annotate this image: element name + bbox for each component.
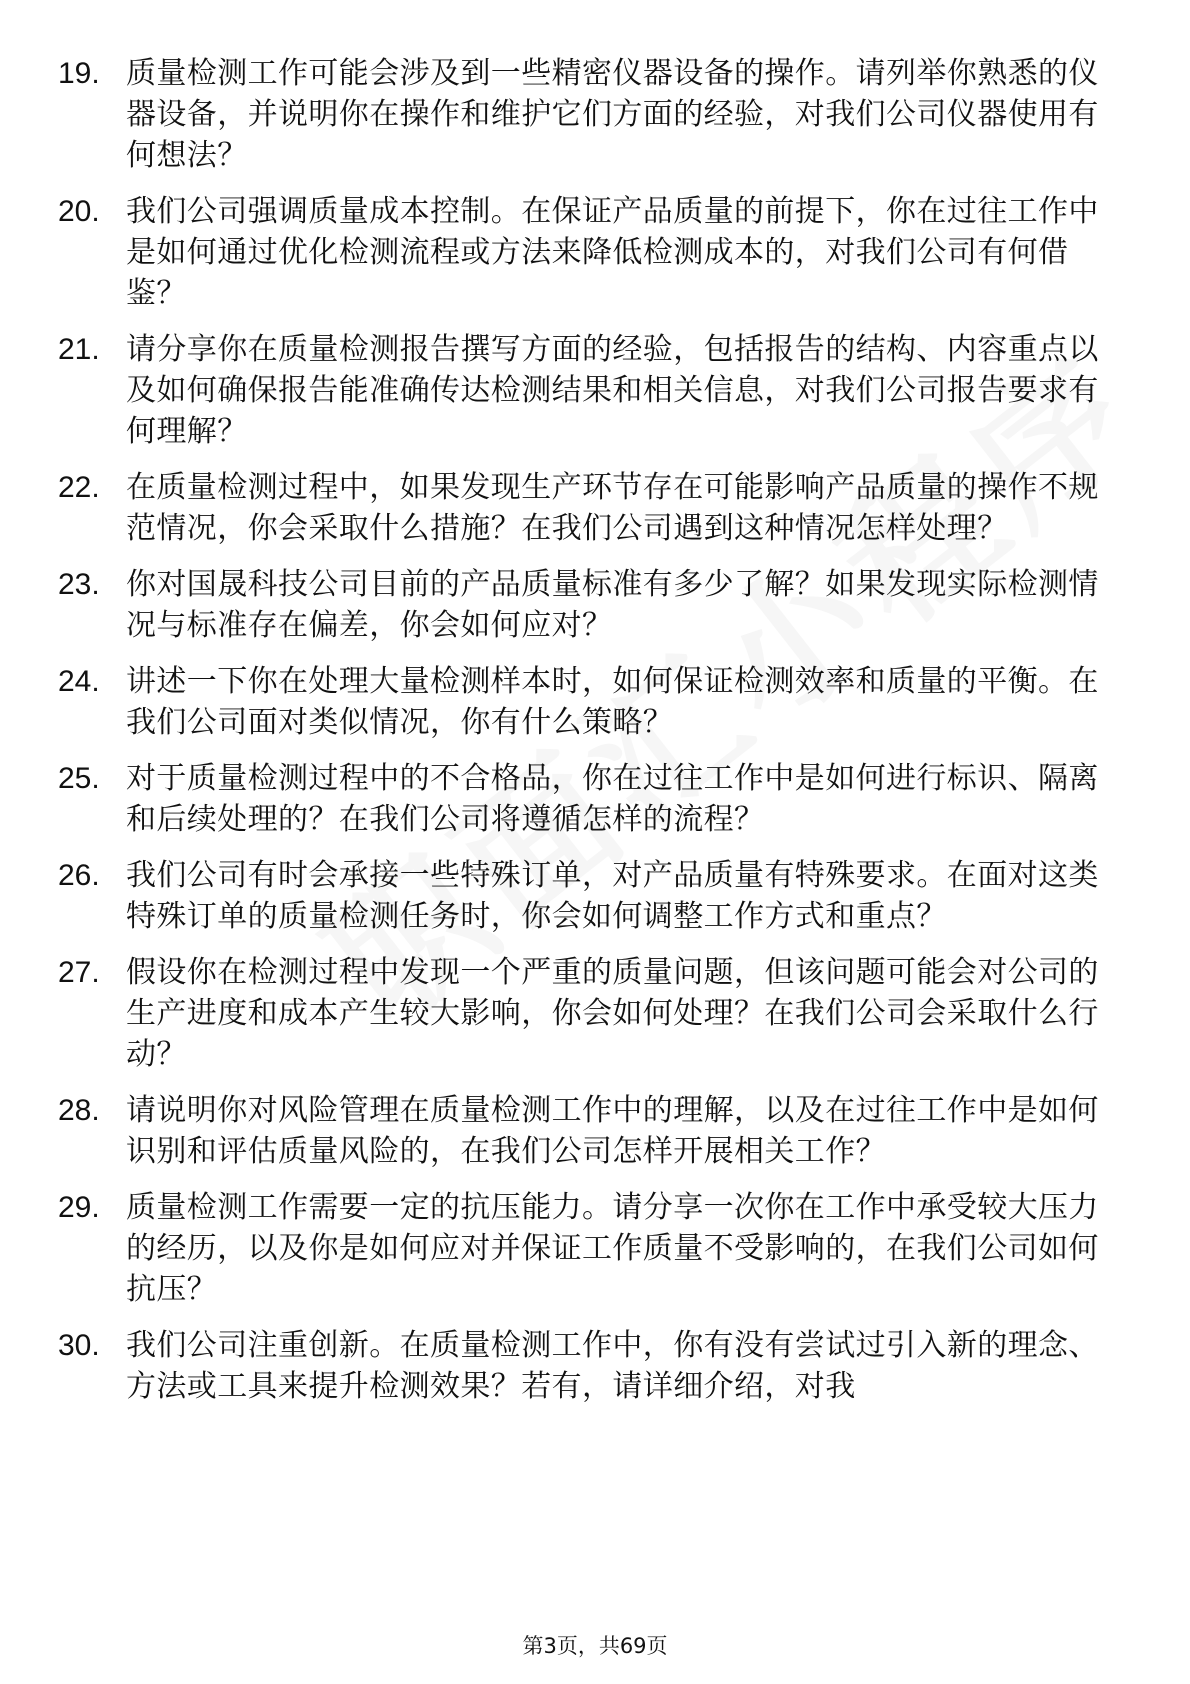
question-list [58, 53, 1108, 1422]
question-text: 我们公司强调质量成本控制。在保证产品质量的前提下，你在过往工作中是如何通过优化检测流程或方法来降低检测成本的，对我们公司有何借鉴？ [126, 194, 1099, 311]
question-number: 30. [58, 1329, 100, 1362]
question-text: 请分享你在质量检测报告撰写方面的经验，包括报告的结构、内容重点以及如何确保报告能准确传达检测结果和相关信息，对我们公司报告要求有何理解？ [126, 332, 1099, 449]
question-item [58, 564, 1108, 646]
question-number: 23. [58, 568, 100, 601]
question-text: 对于质量检测过程中的不合格品，你在过往工作中是如何进行标识、隔离和后续处理的？在我们公司将遵循怎样的流程？ [126, 761, 1099, 837]
question-item [58, 1187, 1108, 1310]
question-number: 20. [58, 195, 100, 228]
question-number: 22. [58, 471, 100, 504]
question-text: 请说明你对风险管理在质量检测工作中的理解，以及在过往工作中是如何识别和评估质量风险的，在我们公司怎样开展相关工作？ [126, 1093, 1099, 1169]
question-text: 质量检测工作可能会涉及到一些精密仪器设备的操作。请列举你熟悉的仪器设备，并说明你在操作和维护它们方面的经验，对我们公司仪器使用有何想法？ [126, 56, 1099, 173]
question-number: 28. [58, 1094, 100, 1127]
question-number: 29. [58, 1191, 100, 1224]
page-number-footer: 第3页，共69页 [522, 1634, 668, 1658]
question-item [58, 329, 1108, 452]
question-item [58, 467, 1108, 549]
question-number: 26. [58, 859, 100, 892]
question-number: 24. [58, 665, 100, 698]
question-number: 21. [58, 333, 100, 366]
question-item [58, 53, 1108, 176]
question-item [58, 758, 1108, 840]
question-text: 我们公司有时会承接一些特殊订单，对产品质量有特殊要求。在面对这类特殊订单的质量检测任务时，你会如何调整工作方式和重点？ [126, 858, 1099, 934]
question-item [58, 191, 1108, 314]
question-text: 在质量检测过程中，如果发现生产环节存在可能影响产品质量的操作不规范情况，你会采取什么措施？在我们公司遇到这种情况怎样处理？ [126, 470, 1099, 546]
question-number: 25. [58, 762, 100, 795]
question-text: 我们公司注重创新。在质量检测工作中，你有没有尝试过引入新的理念、方法或工具来提升检测效果？若有，请详细介绍，对我 [126, 1328, 1099, 1404]
question-item [58, 1325, 1108, 1407]
question-item [58, 855, 1108, 937]
question-text: 讲述一下你在处理大量检测样本时，如何保证检测效率和质量的平衡。在我们公司面对类似情况，你有什么策略？ [126, 664, 1099, 740]
question-number: 19. [58, 57, 100, 90]
question-item [58, 952, 1108, 1075]
question-text: 你对国晟科技公司目前的产品质量标准有多少了解？如果发现实际检测情况与标准存在偏差，你会如何应对？ [126, 567, 1099, 643]
question-item [58, 1090, 1108, 1172]
question-text: 假设你在检测过程中发现一个严重的质量问题，但该问题可能会对公司的生产进度和成本产生较大影响，你会如何处理？在我们公司会采取什么行动？ [126, 955, 1099, 1072]
question-item [58, 661, 1108, 743]
question-number: 27. [58, 956, 100, 989]
question-text: 质量检测工作需要一定的抗压能力。请分享一次你在工作中承受较大压力的经历，以及你是如何应对并保证工作质量不受影响的，在我们公司如何抗压？ [126, 1190, 1099, 1307]
